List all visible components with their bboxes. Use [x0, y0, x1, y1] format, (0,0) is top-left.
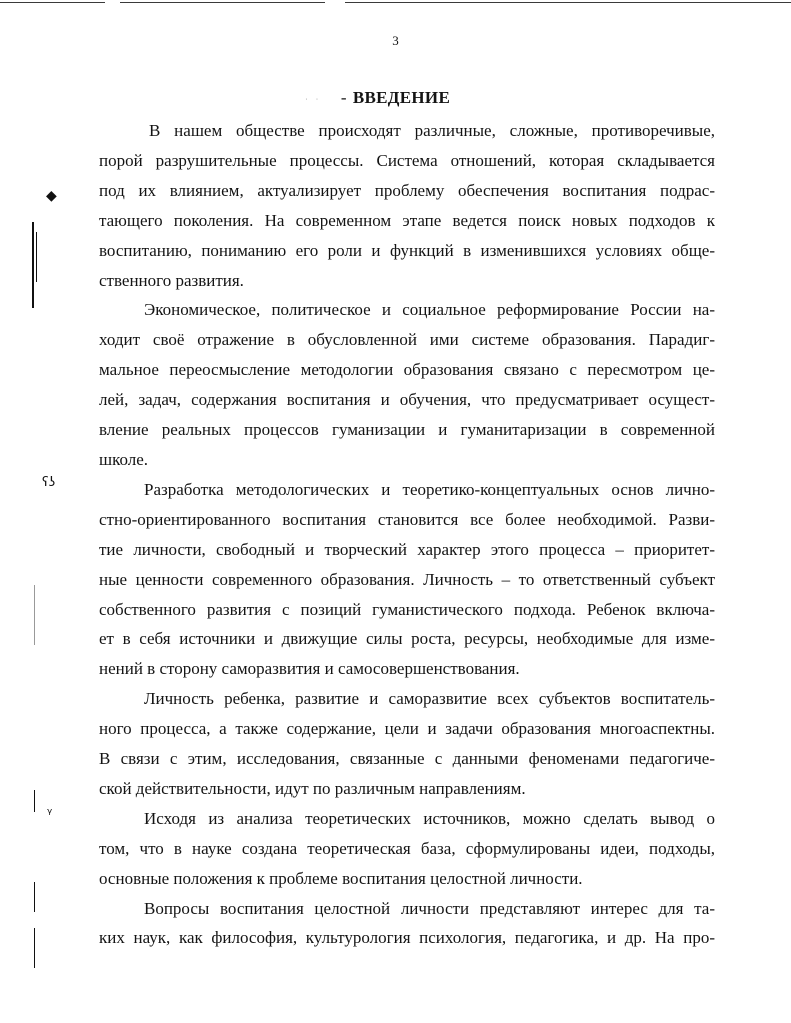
text-line: том, что в науке создана теоретическая база, сформулированы идеи, подходы,	[99, 838, 715, 858]
margin-bar-5	[34, 882, 35, 912]
margin-mark-1: ◆	[46, 188, 57, 204]
text-line: Экономическое, политическое и социальное реформирование России на-	[144, 300, 715, 320]
top-rule-middle	[120, 2, 325, 3]
text-line: ного процесса, а также содержание, цели и задачи образования многоаспектны.	[99, 719, 715, 739]
margin-bar-6	[34, 928, 35, 968]
paragraph-2	[99, 295, 715, 474]
text-line: Личность ребенка, развитие и саморазвитие всех субъектов воспитатель-	[144, 689, 715, 709]
text-line: В нашем обществе происходят различные, сложные, противоречивые,	[149, 121, 715, 140]
scan-dots: ˙ ˙	[305, 97, 322, 106]
paragraph-5	[99, 804, 715, 894]
text-line: тающего поколения. На современном этапе ведется поиск новых подходов к	[99, 210, 715, 230]
heading-dash: -	[340, 88, 347, 107]
paragraph-3	[99, 475, 715, 684]
paragraph-4	[99, 684, 715, 804]
margin-mark-2: ʕ͏ʖ	[42, 475, 56, 490]
text-line: ской действительности, идут по различным направлениям.	[99, 778, 526, 798]
heading-text: ВВЕДЕНИЕ	[352, 88, 451, 107]
paragraph-6	[99, 894, 715, 954]
text-line: В связи с этим, исследования, связанные с данными феноменами педагогиче-	[99, 749, 715, 769]
margin-bar-2	[36, 232, 37, 282]
text-line: стно-ориентированного воспитания становится все более необходимой. Разви-	[99, 509, 715, 529]
page-title	[0, 88, 791, 108]
top-rule-right	[345, 2, 791, 3]
text-line: нений в сторону саморазвития и самосовершенствования.	[99, 659, 520, 679]
text-line: ные ценности современного образования. Личность – то ответственный субъект	[99, 569, 715, 589]
text-line: Вопросы воспитания целостной личности представляют интерес для та-	[144, 898, 715, 918]
text-line: мальное переосмысление методологии образования связано с пересмотром це-	[99, 360, 715, 380]
margin-mark-3: ᵞ	[47, 806, 53, 822]
paragraph-1	[99, 116, 715, 295]
text-line: ет в себя источники и движущие силы роста, ресурсы, необходимые для изме-	[99, 629, 715, 649]
margin-bar-3	[34, 585, 35, 645]
text-line: ственного развития.	[99, 270, 244, 290]
top-rule-left	[0, 2, 105, 3]
text-line: лей, задач, содержания воспитания и обучения, что предусматривает осущест-	[99, 390, 715, 410]
page-number: 3	[392, 33, 399, 48]
text-line: порой разрушительные процессы. Система отношений, которая складывается	[99, 150, 715, 170]
text-line: Исходя из анализа теоретических источников, можно сделать вывод о	[144, 808, 715, 828]
text-line: тие личности, свободный и творческий характер этого процесса – приоритет-	[99, 539, 715, 559]
margin-bar-1	[32, 222, 34, 308]
text-line: основные положения к проблеме воспитания целостной личности.	[99, 868, 583, 888]
text-line: ходит своё отражение в обусловленной ими системе образования. Парадиг-	[99, 330, 715, 350]
text-line: ких наук, как философия, культурология психология, педагогика, и др. На про-	[99, 928, 715, 948]
text-line: собственного развития с позиций гуманистического подхода. Ребенок включа-	[99, 599, 715, 619]
text-line: Разработка методологических и теоретико-концептуальных основ лично-	[144, 479, 715, 499]
text-line: воспитанию, пониманию его роли и функций в изменившихся условиях обще-	[99, 240, 715, 260]
text-line: школе.	[99, 449, 149, 469]
text-line: вление реальных процессов гуманизации и гуманитаризации в современной	[99, 420, 715, 440]
margin-bar-4	[34, 790, 35, 812]
body-text	[99, 116, 715, 953]
text-line: под их влиянием, актуализирует проблему обеспечения воспитания подрас-	[99, 180, 715, 200]
